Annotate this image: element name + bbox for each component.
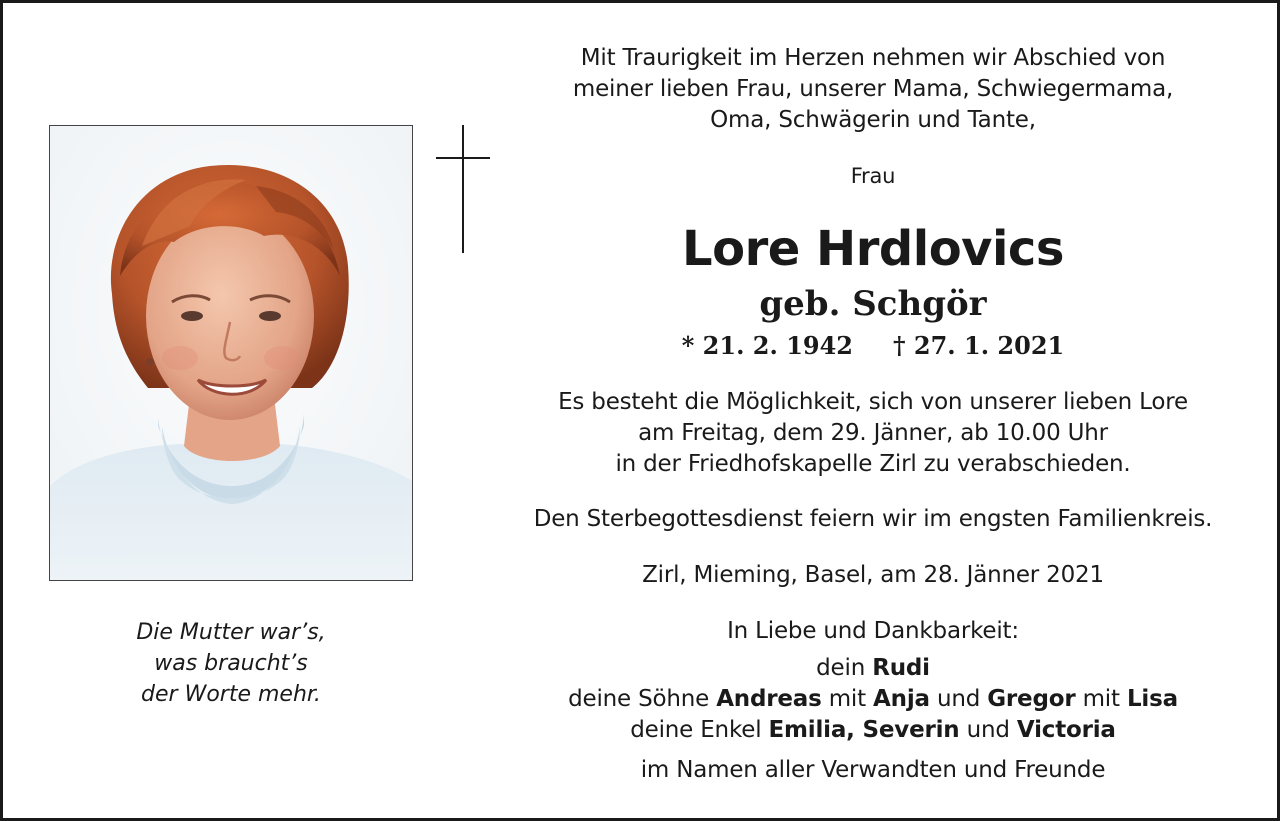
husband-name: Rudi bbox=[872, 655, 930, 681]
family-connector: und bbox=[936, 686, 981, 712]
family-prefix: deine Söhne bbox=[568, 686, 710, 712]
visitation-line: Es besteht die Möglichkeit, sich von unserer lieben Lore bbox=[558, 389, 1188, 415]
family-line-sons bbox=[473, 684, 1273, 715]
behalf-line: im Namen aller Verwandten und Freunde bbox=[640, 757, 1106, 783]
family-connector: und bbox=[966, 717, 1010, 743]
family-connector: mit bbox=[1082, 686, 1120, 712]
deceased-name: Lore Hrdlovics bbox=[682, 221, 1064, 277]
son-name: Andreas bbox=[716, 686, 822, 712]
life-dates bbox=[473, 329, 1273, 363]
maiden-name: geb. Schgör bbox=[759, 284, 987, 324]
partner-name: Anja bbox=[873, 686, 930, 712]
intro-line: Oma, Schwägerin und Tante, bbox=[710, 107, 1036, 133]
service-text: Den Sterbegottesdienst feiern wir im engsten Familienkreis. bbox=[533, 506, 1213, 532]
memorial-quote bbox=[49, 617, 413, 710]
intro-text bbox=[473, 43, 1273, 136]
son-name: Gregor bbox=[987, 686, 1076, 712]
portrait-photo bbox=[49, 125, 413, 581]
birth-date: * 21. 2. 1942 bbox=[681, 331, 853, 360]
quote-line: was braucht’s bbox=[154, 651, 308, 676]
family-line-grandchildren bbox=[473, 715, 1273, 746]
family-prefix: deine Enkel bbox=[630, 717, 762, 743]
visitation-line: in der Friedhofskapelle Zirl zu verabschieden. bbox=[615, 451, 1131, 477]
intro-line: meiner lieben Frau, unserer Mama, Schwiegermama, bbox=[572, 76, 1174, 102]
quote-line: der Worte mehr. bbox=[141, 682, 321, 707]
family-signatures bbox=[473, 653, 1273, 746]
family-connector: mit bbox=[828, 686, 866, 712]
visitation-text bbox=[473, 387, 1273, 480]
partner-name: Lisa bbox=[1126, 686, 1178, 712]
visitation-line: am Freitag, dem 29. Jänner, ab 10.00 Uhr bbox=[638, 420, 1108, 446]
closing-line: In Liebe und Dankbarkeit: bbox=[727, 618, 1019, 644]
death-date: † 27. 1. 2021 bbox=[893, 331, 1065, 360]
quote-line: Die Mutter war’s, bbox=[136, 620, 326, 645]
family-line-husband bbox=[473, 653, 1273, 684]
title-prefix: Frau bbox=[850, 164, 896, 188]
grandchildren-names: Emilia, Severin bbox=[768, 717, 960, 743]
place-date: Zirl, Mieming, Basel, am 28. Jänner 2021 bbox=[642, 562, 1104, 588]
grandchild-name: Victoria bbox=[1016, 717, 1116, 743]
intro-line: Mit Traurigkeit im Herzen nehmen wir Abschied von bbox=[580, 45, 1166, 71]
family-prefix: dein bbox=[816, 655, 866, 681]
